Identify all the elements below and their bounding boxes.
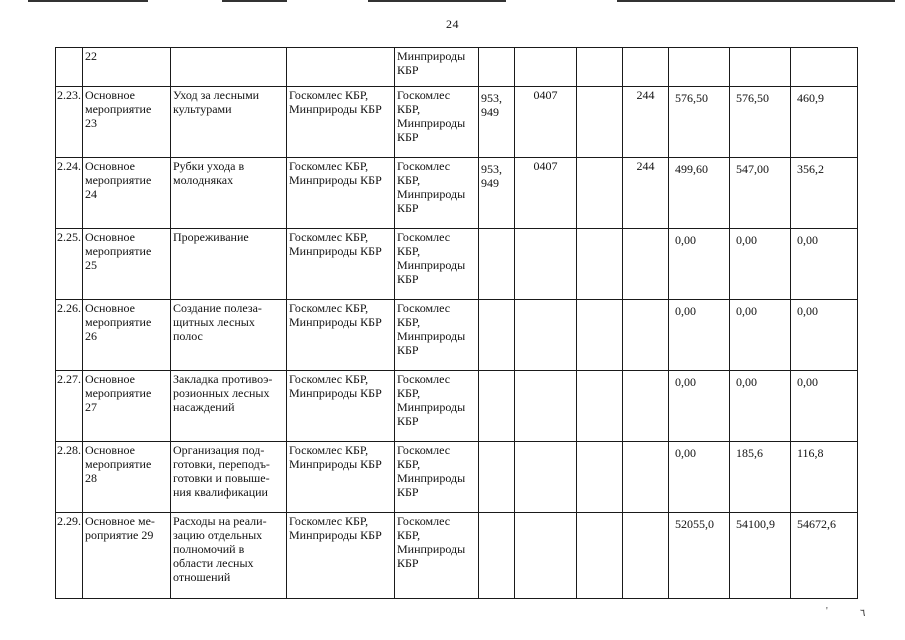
grbs-cell bbox=[479, 300, 515, 371]
row-number: 2.24. bbox=[56, 158, 83, 229]
measure-title: Создание полеза- щитных лесных полос bbox=[171, 300, 287, 371]
vr-cell bbox=[623, 513, 669, 599]
scan-mark: ٦ bbox=[860, 608, 866, 619]
row-label: 22 bbox=[83, 48, 171, 87]
csr-cell bbox=[577, 229, 623, 300]
page-number: 24 bbox=[446, 17, 459, 31]
responsible-cell: Госкомлес КБР, Минприроды КБР bbox=[287, 513, 395, 599]
amount-year-3: 0,00 bbox=[791, 371, 858, 442]
grbs-cell bbox=[479, 513, 515, 599]
measure-title: Расходы на реали- зацию отдельных полномочий в области лесных отношений bbox=[171, 513, 287, 599]
table-row bbox=[56, 371, 858, 442]
executor-cell: Госкомлес КБР, Минприроды КБР bbox=[395, 229, 479, 300]
table-row bbox=[56, 87, 858, 158]
amount-year-1: 0,00 bbox=[669, 229, 730, 300]
rzpr-cell bbox=[515, 442, 577, 513]
table-row bbox=[56, 48, 858, 87]
top-rule-3 bbox=[368, 0, 506, 2]
csr-cell bbox=[577, 158, 623, 229]
responsible-cell: Госкомлес КБР, Минприроды КБР bbox=[287, 87, 395, 158]
empty-cell bbox=[479, 48, 515, 87]
amount-year-3: 54672,6 bbox=[791, 513, 858, 599]
amount-year-2: 576,50 bbox=[730, 87, 791, 158]
amount-year-3: 116,8 bbox=[791, 442, 858, 513]
amount-year-2: 54100,9 bbox=[730, 513, 791, 599]
top-rule-1 bbox=[28, 0, 148, 2]
csr-cell bbox=[577, 371, 623, 442]
empty-cell bbox=[791, 48, 858, 87]
grbs-cell bbox=[479, 442, 515, 513]
executor-cell: Госкомлес КБР, Минприроды КБР bbox=[395, 158, 479, 229]
csr-cell bbox=[577, 300, 623, 371]
responsible-cell: Госкомлес КБР, Минприроды КБР bbox=[287, 371, 395, 442]
empty-cell bbox=[669, 48, 730, 87]
measures-table bbox=[55, 47, 858, 599]
table-body bbox=[56, 48, 858, 599]
amount-year-2: 0,00 bbox=[730, 300, 791, 371]
executor-cell: Госкомлес КБР, Минприроды КБР bbox=[395, 371, 479, 442]
measure-title: Организация под- готовки, переподъ- готовки и повыше- ния квалификации bbox=[171, 442, 287, 513]
amount-year-1: 52055,0 bbox=[669, 513, 730, 599]
measure-name: Основное мероприятие 27 bbox=[83, 371, 171, 442]
amount-year-2: 0,00 bbox=[730, 371, 791, 442]
amount-year-3: 0,00 bbox=[791, 229, 858, 300]
rzpr-cell bbox=[515, 513, 577, 599]
table-row bbox=[56, 442, 858, 513]
row-number: 2.29. bbox=[56, 513, 83, 599]
vr-cell bbox=[623, 229, 669, 300]
empty-cell bbox=[730, 48, 791, 87]
measure-title: Уход за лесными культурами bbox=[171, 87, 287, 158]
measure-name: Основное мероприятие 28 bbox=[83, 442, 171, 513]
vr-cell bbox=[623, 371, 669, 442]
responsible-cell: Госкомлес КБР, Минприроды КБР bbox=[287, 300, 395, 371]
amount-year-3: 356,2 bbox=[791, 158, 858, 229]
vr-cell: 244 bbox=[623, 158, 669, 229]
top-rule-2 bbox=[222, 0, 287, 2]
grbs-cell: 953, 949 bbox=[479, 158, 515, 229]
csr-cell bbox=[577, 87, 623, 158]
amount-year-1: 0,00 bbox=[669, 442, 730, 513]
executor-cell: Госкомлес КБР, Минприроды КБР bbox=[395, 87, 479, 158]
vr-cell bbox=[623, 442, 669, 513]
executor-cell: Госкомлес КБР, Минприроды КБР bbox=[395, 300, 479, 371]
table-row bbox=[56, 229, 858, 300]
measure-title: Прореживание bbox=[171, 229, 287, 300]
row-number: 2.25. bbox=[56, 229, 83, 300]
amount-year-1: 499,60 bbox=[669, 158, 730, 229]
measure-title: Закладка противоэ- розионных лесных насаждений bbox=[171, 371, 287, 442]
row-number: 2.26. bbox=[56, 300, 83, 371]
executor-cell: Госкомлес КБР, Минприроды КБР bbox=[395, 513, 479, 599]
responsible-cell: Госкомлес КБР, Минприроды КБР bbox=[287, 229, 395, 300]
amount-year-3: 0,00 bbox=[791, 300, 858, 371]
row-number: 2.23. bbox=[56, 87, 83, 158]
empty-cell bbox=[171, 48, 287, 87]
rzpr-cell bbox=[515, 229, 577, 300]
empty-cell bbox=[515, 48, 577, 87]
vr-cell: 244 bbox=[623, 87, 669, 158]
row-number: 2.27. bbox=[56, 371, 83, 442]
empty-cell bbox=[577, 48, 623, 87]
vr-cell bbox=[623, 300, 669, 371]
table-row bbox=[56, 300, 858, 371]
amount-year-2: 185,6 bbox=[730, 442, 791, 513]
grbs-cell bbox=[479, 229, 515, 300]
rzpr-cell bbox=[515, 371, 577, 442]
rzpr-cell: 0407 bbox=[515, 158, 577, 229]
amount-year-3: 460,9 bbox=[791, 87, 858, 158]
csr-cell bbox=[577, 442, 623, 513]
measure-name: Основное мероприятие 26 bbox=[83, 300, 171, 371]
table-row bbox=[56, 513, 858, 599]
rzpr-cell: 0407 bbox=[515, 87, 577, 158]
measure-name: Основное ме- роприятие 29 bbox=[83, 513, 171, 599]
responsible-cell: Госкомлес КБР, Минприроды КБР bbox=[287, 158, 395, 229]
empty-cell bbox=[623, 48, 669, 87]
executor-cell: Госкомлес КБР, Минприроды КБР bbox=[395, 442, 479, 513]
scan-mark: ' bbox=[826, 606, 828, 617]
amount-year-2: 547,00 bbox=[730, 158, 791, 229]
empty-cell bbox=[56, 48, 83, 87]
amount-year-1: 0,00 bbox=[669, 300, 730, 371]
grbs-cell: 953, 949 bbox=[479, 87, 515, 158]
amount-year-1: 576,50 bbox=[669, 87, 730, 158]
measure-name: Основное мероприятие 25 bbox=[83, 229, 171, 300]
csr-cell bbox=[577, 513, 623, 599]
empty-cell bbox=[287, 48, 395, 87]
top-rule-4 bbox=[617, 0, 895, 2]
measure-name: Основное мероприятие 24 bbox=[83, 158, 171, 229]
row-number: 2.28. bbox=[56, 442, 83, 513]
amount-year-1: 0,00 bbox=[669, 371, 730, 442]
measure-title: Рубки ухода в молодняках bbox=[171, 158, 287, 229]
rzpr-cell bbox=[515, 300, 577, 371]
grbs-cell bbox=[479, 371, 515, 442]
amount-year-2: 0,00 bbox=[730, 229, 791, 300]
executor-cell: Минприроды КБР bbox=[395, 48, 479, 87]
measure-name: Основное мероприятие 23 bbox=[83, 87, 171, 158]
responsible-cell: Госкомлес КБР, Минприроды КБР bbox=[287, 442, 395, 513]
table-row bbox=[56, 158, 858, 229]
